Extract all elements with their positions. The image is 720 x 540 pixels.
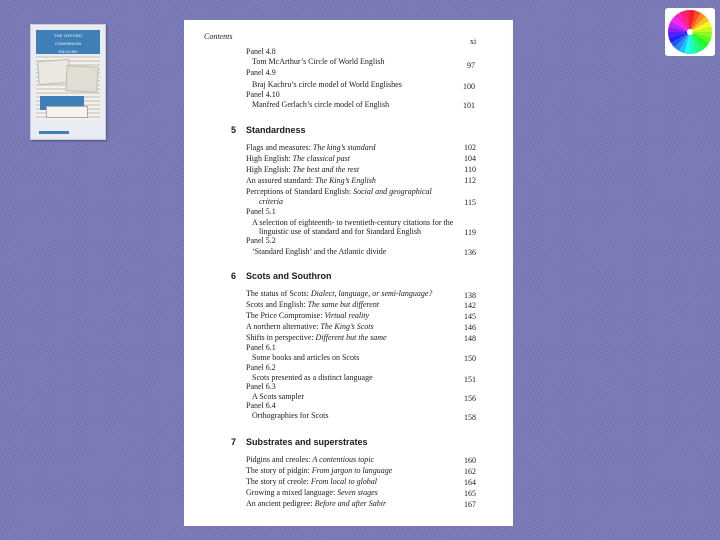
page-number: 136 bbox=[464, 248, 476, 257]
page-number: 119 bbox=[464, 228, 476, 237]
toc-entry bbox=[246, 466, 392, 475]
toc-entry-label: The story of pidgin: bbox=[246, 466, 312, 475]
page-number: 110 bbox=[464, 165, 476, 174]
toc-entry-label: Shifts in perspective: bbox=[246, 333, 316, 342]
toc-entry-subtitle: Different but the same bbox=[315, 333, 387, 342]
toc-entry-subtitle: From jargon to language bbox=[311, 466, 393, 475]
panel-title: ‘Standard English’ and the Atlantic divide bbox=[252, 247, 387, 256]
page-number: 165 bbox=[464, 489, 476, 498]
panel-label: Panel 6.2 bbox=[246, 363, 276, 372]
toc-entry-label: An ancient pedigree: bbox=[246, 499, 315, 508]
page-number: 112 bbox=[464, 176, 476, 185]
page-number: 104 bbox=[464, 154, 476, 163]
panel-label: Panel 6.4 bbox=[246, 401, 276, 410]
toc-entry-subtitle: The best and the rest bbox=[292, 165, 360, 174]
toc-entry-label: Flags and measures: bbox=[246, 143, 313, 152]
toc-entry-label: Growing a mixed language: bbox=[246, 488, 338, 497]
book-cover-title-2: COMPANION bbox=[54, 41, 82, 46]
chapter-number: 7 bbox=[231, 437, 237, 447]
page-number: 148 bbox=[464, 334, 476, 343]
chapter-title: Standardness bbox=[246, 125, 306, 135]
page-number: 160 bbox=[464, 456, 476, 465]
page-number: 158 bbox=[464, 413, 476, 422]
chapter-title: Scots and Southron bbox=[246, 271, 332, 281]
toc-entry bbox=[246, 165, 359, 174]
book-cover-thumbnail bbox=[30, 24, 106, 140]
toc-entry bbox=[246, 499, 386, 508]
toc-entry-subtitle: From local to global bbox=[310, 477, 378, 486]
page-number: 146 bbox=[464, 323, 476, 332]
toc-entry-label: High English: bbox=[246, 165, 293, 174]
page-number: 115 bbox=[464, 198, 476, 207]
page-number: 142 bbox=[464, 301, 476, 310]
chapter-number: 5 bbox=[231, 125, 237, 135]
toc-entry-label: The status of Scots: bbox=[246, 289, 311, 298]
toc-entry-subtitle: The king’s standard bbox=[312, 143, 376, 152]
toc-entry-label: The story of creole: bbox=[246, 477, 311, 486]
page-number: 164 bbox=[464, 478, 476, 487]
toc-entry bbox=[246, 333, 387, 342]
panel-title: Tom McArthur’s Circle of World English bbox=[252, 57, 385, 66]
page-number: 156 bbox=[464, 394, 476, 403]
page-number: 162 bbox=[464, 467, 476, 476]
toc-entry-subtitle: The same but different bbox=[307, 300, 380, 309]
toc-entry-label: A northern alternative: bbox=[246, 322, 321, 331]
toc-entry-subtitle: The classical past bbox=[292, 154, 351, 163]
book-cover-logo bbox=[39, 131, 69, 134]
toc-entry-subtitle: Virtual reality bbox=[324, 311, 370, 320]
toc-entry-subtitle: Before and after Sabir bbox=[314, 499, 387, 508]
toc-entry bbox=[246, 455, 374, 464]
book-cover-title-1: THE OXFORD bbox=[53, 33, 83, 38]
toc-entry-subtitle: The King’s English bbox=[315, 176, 376, 185]
panel-label: Panel 5.2 bbox=[246, 236, 276, 245]
color-wheel-icon bbox=[665, 8, 715, 56]
toc-entry bbox=[246, 289, 432, 298]
page-number: 151 bbox=[464, 375, 476, 384]
panel-title: A selection of eighteenth- to twentieth-century citations for the bbox=[252, 218, 454, 227]
panel-title: Scots presented as a distinct language bbox=[252, 373, 373, 382]
contents-page bbox=[184, 20, 513, 526]
book-cover-subtitle: ENGLISH bbox=[58, 49, 78, 54]
toc-entry-subtitle: Social and geographical bbox=[353, 187, 432, 196]
toc-entry bbox=[246, 143, 376, 152]
panel-label: Panel 4.9 bbox=[246, 68, 276, 77]
chapter-number: 6 bbox=[231, 271, 237, 281]
color-wheel-center bbox=[687, 29, 693, 35]
page-number: 100 bbox=[463, 82, 475, 91]
page-number: 97 bbox=[467, 61, 475, 70]
toc-entry bbox=[246, 488, 378, 497]
panel-title: Orthographies for Scots bbox=[252, 411, 329, 420]
page-number: 138 bbox=[464, 291, 476, 300]
toc-entry bbox=[246, 322, 374, 331]
book-cover-title-band bbox=[36, 30, 100, 54]
toc-entry-label: Perceptions of Standard English: bbox=[246, 187, 354, 196]
toc-entry-label: Pidgins and creoles: bbox=[246, 455, 313, 464]
running-header-left: Contents bbox=[204, 32, 233, 41]
panel-label: Panel 4.10 bbox=[246, 90, 280, 99]
toc-entry-subtitle: A contentious topic bbox=[312, 455, 375, 464]
toc-entry-label: High English: bbox=[246, 154, 293, 163]
page-number: 150 bbox=[464, 354, 476, 363]
panel-title: Braj Kachru’s circle model of World Englishes bbox=[252, 80, 402, 89]
toc-entry-subtitle: Seven stages bbox=[337, 488, 378, 497]
panel-title: Some books and articles on Scots bbox=[252, 353, 360, 362]
toc-entry-continuation: criteria bbox=[259, 197, 283, 206]
toc-entry-subtitle: Dialect, language, or semi-language? bbox=[310, 289, 433, 298]
toc-entry bbox=[246, 477, 377, 486]
panel-label: Panel 6.1 bbox=[246, 343, 276, 352]
panel-title-continuation: linguistic use of standard and for Standard English bbox=[259, 227, 421, 236]
panel-label: Panel 5.1 bbox=[246, 207, 276, 216]
toc-entry bbox=[246, 154, 350, 163]
page-number: 102 bbox=[464, 143, 476, 152]
toc-entry-subtitle: The King’s Scots bbox=[320, 322, 374, 331]
panel-title: A Scots sampler bbox=[252, 392, 304, 401]
toc-entry bbox=[246, 300, 379, 309]
toc-entry bbox=[246, 311, 369, 320]
toc-entry bbox=[246, 176, 376, 185]
chapter-title: Substrates and superstrates bbox=[246, 437, 368, 447]
page-number: 167 bbox=[464, 500, 476, 509]
panel-label: Panel 4.8 bbox=[246, 47, 276, 56]
page-number: 145 bbox=[464, 312, 476, 321]
toc-entry-label: An assured standard: bbox=[246, 176, 316, 185]
toc-entry-label: Scots and English: bbox=[246, 300, 308, 309]
toc-entry bbox=[246, 187, 432, 196]
page-number: 101 bbox=[463, 101, 475, 110]
running-header-page: xi bbox=[470, 37, 477, 46]
toc-entry-label: The Price Compromise: bbox=[246, 311, 325, 320]
panel-title: Manfred Gerlach’s circle model of English bbox=[252, 100, 390, 109]
book-cover-newspapers-image bbox=[36, 56, 100, 120]
panel-label: Panel 6.3 bbox=[246, 382, 276, 391]
